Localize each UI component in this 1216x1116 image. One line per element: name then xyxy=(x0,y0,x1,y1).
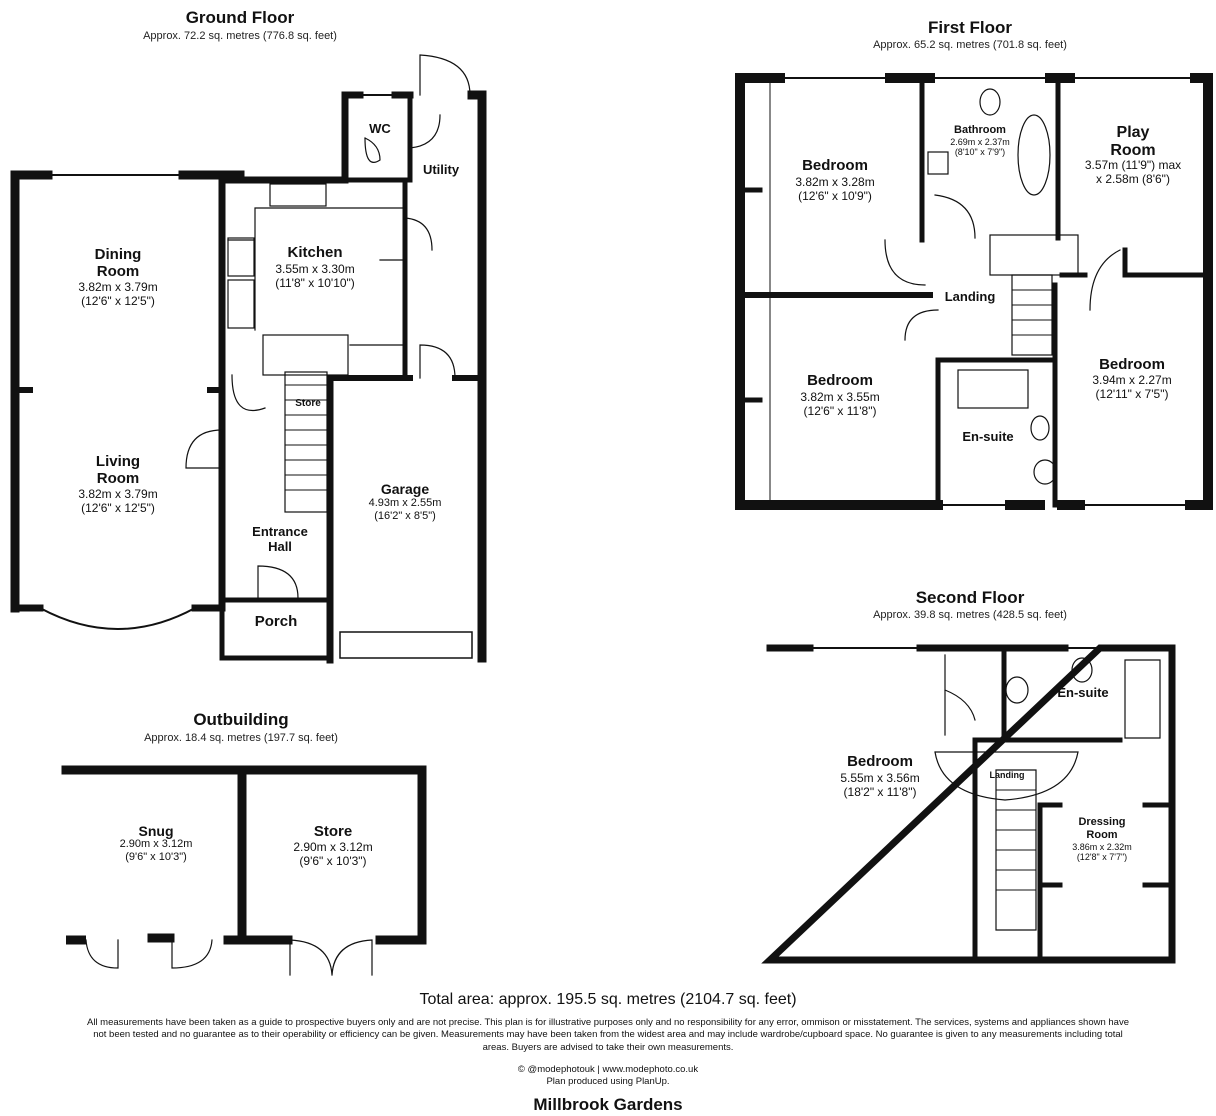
bedroom-sf-imperial: (18'2" x 11'8") xyxy=(843,784,917,799)
bedroom3-name: Bedroom xyxy=(1099,356,1165,373)
utility-name: Utility xyxy=(422,162,460,177)
disclaimer: All measurements have been taken as a guide to prospective buyers only and are not precise. This plan is for illustrative purposes only and no responsibility for any error, ommison or misstatement. The services, systems and appliances shown have not been tested and no guarantee as to their operability or efficiency can be given. Measurements may have been taken from the widest area and may include wardrobe/cupboard space. No guarantee is given to any measurements including total areas. Buyers are advised to take their own measurements. xyxy=(86,1017,1129,1053)
playroom-imperial: x 2.58m (8'6") xyxy=(1096,171,1170,186)
playroom-metric: 3.57m (11'9") max xyxy=(1084,158,1182,172)
garage-metric: 4.93m x 2.55m xyxy=(368,497,442,509)
bedroom3-imperial: (12'11" x 7'5") xyxy=(1095,386,1169,401)
outbuilding-area: Approx. 18.4 sq. metres (197.7 sq. feet) xyxy=(144,732,338,744)
bathroom-dims xyxy=(935,137,1025,158)
bedroom3-metric: 3.94m x 2.27m xyxy=(1092,373,1172,387)
property-name: Millbrook Gardens xyxy=(533,1095,683,1114)
landing-ff-name: Landing xyxy=(944,289,996,304)
store-ob-imperial: (9'6" x 10'3") xyxy=(299,853,367,868)
playroom-label xyxy=(1093,124,1173,161)
wc-name: WC xyxy=(369,121,391,136)
second-floor-area: Approx. 39.8 sq. metres (428.5 sq. feet) xyxy=(873,609,1067,621)
dining-room-name1: Dining xyxy=(94,246,142,263)
living-room-label xyxy=(58,453,178,488)
ground-floor-title: Ground Floor xyxy=(185,8,295,27)
bedroom1-imperial: (12'6" x 10'9") xyxy=(798,188,872,203)
kitchen-name: Kitchen xyxy=(287,244,343,261)
playroom-dims xyxy=(1066,159,1200,187)
garage-name: Garage xyxy=(380,481,430,497)
credit-line: © @modephotouk | www.modephoto.co.uk xyxy=(517,1064,699,1075)
living-room-name1: Living xyxy=(95,453,141,470)
bedroom2-metric: 3.82m x 3.55m xyxy=(800,390,880,404)
store-ob-dims xyxy=(273,841,393,869)
bedroom1-metric: 3.82m x 3.28m xyxy=(795,175,875,189)
dressing-room-name2: Room xyxy=(1086,828,1118,841)
ground-floor-area: Approx. 72.2 sq. metres (776.8 sq. feet) xyxy=(143,30,337,42)
bathroom-metric: 2.69m x 2.37m xyxy=(950,137,1010,147)
dressing-room-dims xyxy=(1058,842,1146,863)
kitchen-imperial: (11'8" x 10'10") xyxy=(275,275,355,290)
outbuilding-plan xyxy=(66,770,422,975)
bathroom-name: Bathroom xyxy=(954,124,1006,136)
living-room-dims xyxy=(48,488,188,516)
total-area: Total area: approx. 195.5 sq. metres (2104.7 sq. feet) xyxy=(419,991,797,1008)
kitchen-metric: 3.55m x 3.30m xyxy=(275,262,355,276)
store-ob-name: Store xyxy=(313,823,353,840)
bathroom-imperial: (8'10" x 7'9") xyxy=(954,147,1006,158)
bedroom3-dims xyxy=(1062,374,1202,402)
garage-imperial: (16'2" x 8'5") xyxy=(374,509,436,522)
bedroom-sf-dims xyxy=(810,772,950,800)
dressing-room-name1: Dressing xyxy=(1078,816,1126,828)
snug-dims xyxy=(96,838,216,863)
outbuilding-title: Outbuilding xyxy=(193,710,289,729)
living-room-imperial: (12'6" x 12'5") xyxy=(81,500,155,515)
dressing-room-metric: 3.86m x 2.32m xyxy=(1072,842,1132,852)
playroom-name2: Room xyxy=(1110,142,1156,160)
playroom-name1: Play xyxy=(1116,124,1150,141)
bedroom-sf-name: Bedroom xyxy=(847,753,913,770)
dining-room-metric: 3.82m x 3.79m xyxy=(78,280,158,294)
entrance-hall-name1: Entrance xyxy=(252,524,308,539)
dining-room-label xyxy=(58,246,178,281)
landing-sf-name: Landing xyxy=(989,770,1025,780)
porch-name: Porch xyxy=(254,613,298,630)
dining-room-imperial: (12'6" x 12'5") xyxy=(81,293,155,308)
snug-name: Snug xyxy=(138,823,174,839)
store-gf-name: Store xyxy=(295,398,321,409)
bedroom1-name: Bedroom xyxy=(802,157,868,174)
bedroom2-dims xyxy=(770,391,910,419)
entrance-hall-name2: Hall xyxy=(268,538,292,554)
dining-room-dims xyxy=(48,281,188,309)
bedroom1-dims xyxy=(765,176,905,204)
snug-imperial: (9'6" x 10'3") xyxy=(125,850,187,863)
bedroom2-name: Bedroom xyxy=(807,372,873,389)
living-room-name2: Room xyxy=(96,470,140,488)
store-ob-metric: 2.90m x 3.12m xyxy=(293,840,373,854)
ground-floor-plan xyxy=(15,55,482,660)
ensuite-sf-name: En-suite xyxy=(1057,685,1109,700)
second-floor-title: Second Floor xyxy=(915,588,1025,607)
dressing-room-label xyxy=(1063,816,1141,841)
entrance-hall-label xyxy=(240,525,320,555)
bedroom-sf-metric: 5.55m x 3.56m xyxy=(840,771,920,785)
living-room-metric: 3.82m x 3.79m xyxy=(78,487,158,501)
first-floor-area: Approx. 65.2 sq. metres (701.8 sq. feet) xyxy=(873,39,1067,51)
garage-dims xyxy=(345,497,465,522)
dining-room-name2: Room xyxy=(96,263,140,281)
first-floor-title: First Floor xyxy=(927,18,1013,37)
dressing-room-imperial: (12'8" x 7'7") xyxy=(1076,852,1128,863)
planup-credit: Plan produced using PlanUp. xyxy=(546,1076,670,1087)
snug-metric: 2.90m x 3.12m xyxy=(119,838,193,850)
ensuite-ff-name: En-suite xyxy=(962,429,1014,444)
kitchen-dims xyxy=(245,263,385,291)
bedroom2-imperial: (12'6" x 11'8") xyxy=(803,403,877,418)
